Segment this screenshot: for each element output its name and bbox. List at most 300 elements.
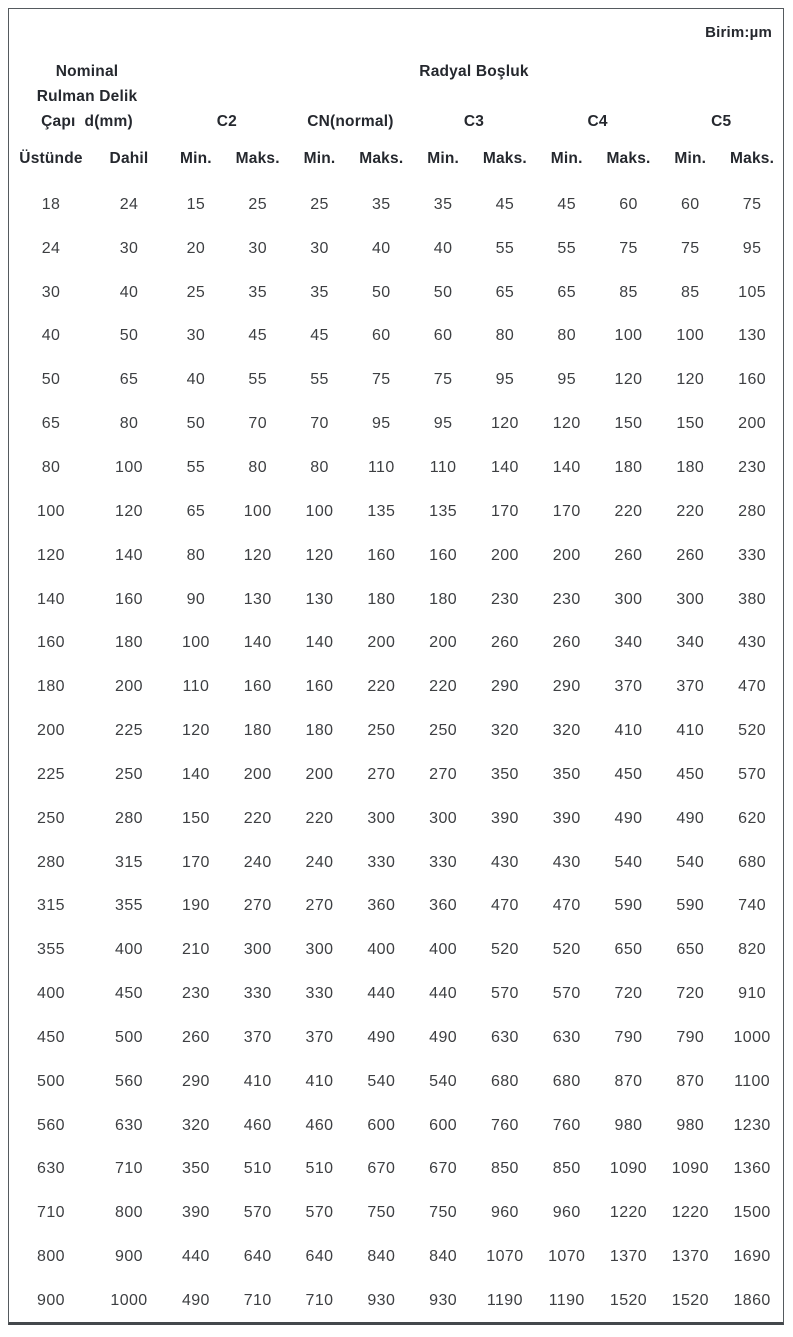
table-cell: 170 — [490, 502, 519, 520]
table-row — [9, 227, 783, 271]
table-row — [9, 490, 783, 534]
table-cell: 430 — [552, 853, 581, 871]
table-row — [9, 1148, 783, 1192]
table-cell: 300 — [305, 941, 334, 959]
table-row — [9, 1016, 783, 1060]
table-cell: 65 — [186, 502, 206, 520]
col-group-c3: C3 — [463, 113, 485, 130]
table-cell: 270 — [243, 897, 272, 915]
table-cell: 355 — [115, 897, 143, 915]
table-cell: 490 — [367, 1028, 396, 1046]
table-cell: 620 — [738, 809, 767, 827]
table-cell: 1220 — [609, 1204, 648, 1222]
table-cell: 40 — [372, 239, 391, 257]
table-cell: 820 — [738, 941, 767, 959]
table-cell: 95 — [557, 371, 576, 389]
table-cell: 110 — [429, 458, 457, 476]
table-cell: 35 — [310, 283, 329, 301]
table-cell: 630 — [552, 1028, 581, 1046]
table-cell: 150 — [181, 809, 210, 827]
table-cell: 710 — [305, 1292, 334, 1310]
table-cell: 1370 — [609, 1248, 648, 1266]
subheader-c2-min: Min. — [180, 150, 212, 167]
table-row — [9, 1104, 783, 1148]
table-cell: 680 — [490, 1072, 519, 1090]
table-cell: 290 — [181, 1072, 210, 1090]
table-cell: 1070 — [486, 1248, 524, 1266]
table-cell: 240 — [305, 853, 334, 871]
table-cell: 320 — [181, 1116, 210, 1134]
table-cell: 560 — [37, 1116, 65, 1134]
table-cell: 600 — [429, 1116, 458, 1134]
table-cell: 380 — [738, 590, 767, 608]
table-cell: 1520 — [671, 1292, 709, 1310]
table-cell: 300 — [367, 809, 396, 827]
table-cell: 400 — [115, 941, 143, 959]
subheader-dahil: Dahil — [109, 150, 149, 167]
table-cell: 1090 — [671, 1160, 709, 1178]
table-cell: 450 — [37, 1028, 65, 1046]
table-cell: 50 — [41, 371, 61, 389]
table-cell: 410 — [614, 722, 643, 740]
table-cell: 460 — [305, 1116, 334, 1134]
col-group-c2: C2 — [216, 113, 237, 130]
table-cell: 355 — [37, 941, 65, 959]
table-cell: 260 — [181, 1028, 210, 1046]
table-cell: 270 — [305, 897, 334, 915]
table-cell: 40 — [41, 327, 61, 345]
table-cell: 180 — [429, 590, 458, 608]
table-cell: 120 — [37, 546, 65, 564]
col-group-c4: C4 — [587, 113, 608, 130]
table-cell: 1360 — [733, 1160, 771, 1178]
table-cell: 200 — [243, 765, 272, 783]
table-cell: 320 — [490, 722, 519, 740]
table-cell: 630 — [37, 1160, 65, 1178]
table-row — [9, 621, 783, 665]
table-row — [9, 709, 783, 753]
table-cell: 840 — [429, 1248, 458, 1266]
table-cell: 300 — [676, 590, 705, 608]
table-cell: 315 — [37, 897, 65, 915]
table-cell: 400 — [429, 941, 458, 959]
table-cell: 200 — [115, 678, 143, 696]
table-cell: 850 — [490, 1160, 519, 1178]
table-cell: 65 — [495, 283, 515, 301]
table-cell: 130 — [243, 590, 272, 608]
table-cell: 790 — [676, 1028, 705, 1046]
table-cell: 135 — [367, 502, 396, 520]
table-cell: 710 — [115, 1160, 143, 1178]
table-cell: 1230 — [733, 1116, 771, 1134]
table-cell: 500 — [37, 1072, 65, 1090]
table-cell: 320 — [552, 722, 581, 740]
table-cell: 520 — [552, 941, 581, 959]
table-cell: 750 — [367, 1204, 396, 1222]
table-cell: 340 — [676, 634, 705, 652]
table-cell: 790 — [614, 1028, 643, 1046]
table-cell: 200 — [367, 634, 396, 652]
table-cell: 100 — [614, 327, 643, 345]
table-cell: 100 — [243, 502, 272, 520]
table-cell: 930 — [429, 1292, 458, 1310]
table-cell: 570 — [738, 765, 767, 783]
table-cell: 800 — [115, 1204, 143, 1222]
table-row — [9, 972, 783, 1016]
unit-label: Birim:µm — [705, 24, 772, 41]
table-cell: 60 — [619, 195, 638, 213]
table-cell: 140 — [115, 546, 143, 564]
table-cell: 260 — [552, 634, 581, 652]
table-cell: 90 — [186, 590, 206, 608]
table-row — [9, 446, 783, 490]
table-cell: 120 — [490, 415, 519, 433]
table-cell: 120 — [115, 502, 143, 520]
table-cell: 160 — [243, 678, 272, 696]
table-cell: 35 — [433, 195, 453, 213]
table-cell: 440 — [181, 1248, 210, 1266]
table-cell: 560 — [115, 1072, 143, 1090]
table-cell: 160 — [37, 634, 65, 652]
table-cell: 80 — [310, 458, 329, 476]
subheader-c5-maks: Maks. — [730, 150, 775, 167]
table-cell: 350 — [552, 765, 581, 783]
table-cell: 25 — [186, 283, 206, 301]
subheader-c5-min: Min. — [674, 150, 707, 167]
table-cell: 1070 — [548, 1248, 586, 1266]
table-cell: 590 — [614, 897, 643, 915]
table-cell: 230 — [181, 985, 210, 1003]
table-cell: 470 — [552, 897, 581, 915]
table-cell: 75 — [433, 371, 453, 389]
subheader-cn-maks: Maks. — [359, 150, 404, 167]
subheader-ustunde: Üstünde — [19, 150, 83, 167]
table-cell: 260 — [490, 634, 519, 652]
table-cell: 370 — [676, 678, 705, 696]
table-cell: 250 — [367, 722, 396, 740]
table-cell: 370 — [614, 678, 643, 696]
table-cell: 1520 — [609, 1292, 648, 1310]
table-cell: 330 — [243, 985, 272, 1003]
table-cell: 220 — [614, 502, 643, 520]
table-cell: 100 — [181, 634, 210, 652]
table-cell: 65 — [119, 371, 139, 389]
table-cell: 140 — [490, 458, 519, 476]
table-cell: 200 — [305, 765, 334, 783]
table-cell: 60 — [680, 195, 700, 213]
table-cell: 1190 — [486, 1292, 523, 1310]
table-frame — [8, 8, 784, 1325]
table-cell: 220 — [429, 678, 458, 696]
table-cell: 230 — [490, 590, 519, 608]
table-cell: 1000 — [733, 1028, 771, 1046]
table-cell: 450 — [115, 985, 143, 1003]
table-cell: 470 — [490, 897, 519, 915]
table-cell: 180 — [37, 678, 65, 696]
table-cell: 150 — [676, 415, 705, 433]
table-header — [9, 59, 783, 183]
table-cell: 30 — [119, 239, 139, 257]
table-cell: 350 — [490, 765, 519, 783]
table-cell: 440 — [367, 985, 396, 1003]
table-cell: 45 — [495, 195, 515, 213]
table-cell: 180 — [614, 458, 643, 476]
table-cell: 760 — [552, 1116, 581, 1134]
table-cell: 80 — [41, 458, 61, 476]
table-cell: 250 — [37, 809, 65, 827]
table-cell: 140 — [305, 634, 334, 652]
table-cell: 960 — [552, 1204, 581, 1222]
table-cell: 680 — [552, 1072, 581, 1090]
table-cell: 230 — [738, 458, 767, 476]
table-cell: 540 — [429, 1072, 458, 1090]
table-cell: 160 — [429, 546, 458, 564]
table-cell: 330 — [367, 853, 396, 871]
table-cell: 440 — [429, 985, 458, 1003]
table-cell: 540 — [367, 1072, 396, 1090]
table-cell: 180 — [115, 634, 143, 652]
table-row — [9, 1060, 783, 1104]
table-cell: 650 — [676, 941, 705, 959]
table-cell: 80 — [495, 327, 515, 345]
table-row — [9, 358, 783, 402]
table-cell: 190 — [181, 897, 210, 915]
table-cell: 590 — [676, 897, 705, 915]
subheader-c4-maks: Maks. — [606, 150, 651, 167]
table-cell: 65 — [41, 415, 61, 433]
table-cell: 80 — [119, 415, 139, 433]
table-cell: 200 — [738, 415, 767, 433]
bore-diameter-title-line2: Rulman Delik — [36, 88, 138, 105]
table-cell: 390 — [490, 809, 519, 827]
table-row — [9, 271, 783, 315]
table-cell: 220 — [676, 502, 705, 520]
table-cell: 1860 — [733, 1292, 771, 1310]
table-cell: 470 — [738, 678, 767, 696]
table-cell: 70 — [248, 415, 268, 433]
table-cell: 330 — [738, 546, 767, 564]
table-cell: 120 — [305, 546, 334, 564]
table-cell: 60 — [372, 327, 391, 345]
table-cell: 500 — [115, 1028, 143, 1046]
table-cell: 130 — [305, 590, 334, 608]
table-cell: 400 — [37, 985, 65, 1003]
table-cell: 30 — [310, 239, 329, 257]
table-cell: 520 — [490, 941, 519, 959]
table-cell: 740 — [738, 897, 767, 915]
table-cell: 630 — [115, 1116, 143, 1134]
table-cell: 130 — [738, 327, 767, 345]
table-cell: 100 — [115, 458, 143, 476]
table-cell: 200 — [490, 546, 519, 564]
table-cell: 300 — [243, 941, 272, 959]
table-cell: 510 — [305, 1160, 334, 1178]
table-cell: 260 — [614, 546, 643, 564]
table-cell: 490 — [676, 809, 705, 827]
table-cell: 510 — [243, 1160, 272, 1178]
bore-diameter-title-line1: Nominal — [55, 63, 119, 80]
table-cell: 170 — [181, 853, 210, 871]
table-cell: 230 — [552, 590, 581, 608]
table-cell: 570 — [305, 1204, 334, 1222]
table-cell: 400 — [367, 941, 396, 959]
table-cell: 1000 — [110, 1292, 148, 1310]
table-cell: 75 — [372, 371, 391, 389]
table-cell: 100 — [676, 327, 705, 345]
table-cell: 1090 — [609, 1160, 648, 1178]
table-cell: 710 — [37, 1204, 65, 1222]
table-cell: 980 — [676, 1116, 705, 1134]
table-cell: 120 — [552, 415, 581, 433]
table-cell: 140 — [243, 634, 272, 652]
table-cell: 80 — [557, 327, 576, 345]
table-cell: 24 — [41, 239, 61, 257]
table-cell: 840 — [367, 1248, 396, 1266]
table-cell: 250 — [429, 722, 458, 740]
table-cell: 170 — [552, 502, 581, 520]
table-cell: 300 — [429, 809, 458, 827]
table-cell: 640 — [305, 1248, 334, 1266]
table-row — [9, 1279, 783, 1323]
table-cell: 135 — [429, 502, 458, 520]
table-cell: 650 — [614, 941, 643, 959]
table-row — [9, 578, 783, 622]
table-cell: 95 — [433, 415, 453, 433]
table-cell: 280 — [738, 502, 767, 520]
table-cell: 60 — [433, 327, 453, 345]
header-spacer — [165, 85, 783, 109]
table-cell: 120 — [614, 371, 643, 389]
table-cell: 540 — [676, 853, 705, 871]
table-cell: 900 — [37, 1292, 65, 1310]
table-row — [9, 753, 783, 797]
table-cell: 200 — [429, 634, 458, 652]
table-cell: 160 — [367, 546, 396, 564]
table-cell: 50 — [119, 327, 139, 345]
table-cell: 430 — [738, 634, 767, 652]
table-cell: 490 — [429, 1028, 458, 1046]
table-cell: 760 — [490, 1116, 519, 1134]
table-cell: 220 — [367, 678, 396, 696]
table-cell: 630 — [490, 1028, 519, 1046]
subheader-c4-min: Min. — [550, 150, 583, 167]
table-cell: 200 — [37, 722, 65, 740]
table-cell: 260 — [676, 546, 705, 564]
subheader-c2-maks: Maks. — [235, 150, 280, 167]
table-cell: 1500 — [733, 1204, 771, 1222]
table-row — [9, 841, 783, 885]
table-cell: 20 — [186, 239, 206, 257]
table-cell: 30 — [248, 239, 268, 257]
table-cell: 100 — [305, 502, 334, 520]
table-cell: 490 — [614, 809, 643, 827]
table-cell: 55 — [186, 458, 206, 476]
table-cell: 140 — [181, 765, 210, 783]
table-row — [9, 1191, 783, 1235]
table-cell: 40 — [119, 283, 139, 301]
table-cell: 55 — [310, 371, 329, 389]
table-row — [9, 928, 783, 972]
table-cell: 390 — [552, 809, 581, 827]
table-cell: 210 — [181, 941, 210, 959]
table-cell: 40 — [186, 371, 206, 389]
table-cell: 540 — [614, 853, 643, 871]
table-cell: 80 — [248, 458, 268, 476]
table-cell: 670 — [429, 1160, 458, 1178]
table-row — [9, 183, 783, 227]
table-cell: 75 — [619, 239, 638, 257]
table-cell: 55 — [248, 371, 268, 389]
table-cell: 430 — [490, 853, 519, 871]
table-cell: 410 — [243, 1072, 272, 1090]
radial-clearance-title: Radyal Boşluk — [419, 63, 529, 80]
table-row — [9, 797, 783, 841]
table-cell: 45 — [248, 327, 268, 345]
table-cell: 160 — [738, 371, 767, 389]
table-cell: 370 — [305, 1028, 334, 1046]
table-cell: 30 — [41, 283, 61, 301]
table-cell: 640 — [243, 1248, 272, 1266]
table-cell: 280 — [37, 853, 65, 871]
table-cell: 750 — [429, 1204, 458, 1222]
table-cell: 270 — [429, 765, 458, 783]
table-cell: 980 — [614, 1116, 643, 1134]
table-cell: 120 — [676, 371, 705, 389]
table-cell: 390 — [181, 1204, 210, 1222]
table-cell: 225 — [115, 722, 143, 740]
table-cell: 490 — [181, 1292, 210, 1310]
table-cell: 720 — [614, 985, 643, 1003]
table-cell: 360 — [367, 897, 396, 915]
table-body — [9, 183, 783, 1323]
table-cell: 270 — [367, 765, 396, 783]
table-row — [9, 1235, 783, 1279]
table-cell: 120 — [181, 722, 210, 740]
table-row — [9, 402, 783, 446]
table-cell: 280 — [115, 809, 143, 827]
table-cell: 15 — [186, 195, 206, 213]
table-cell: 85 — [680, 283, 700, 301]
table-cell: 50 — [186, 415, 206, 433]
table-row — [9, 885, 783, 929]
table-cell: 140 — [552, 458, 581, 476]
table-cell: 1690 — [733, 1248, 771, 1266]
table-cell: 900 — [115, 1248, 143, 1266]
table-cell: 330 — [305, 985, 334, 1003]
table-row — [9, 534, 783, 578]
table-cell: 1370 — [671, 1248, 709, 1266]
table-cell: 240 — [243, 853, 272, 871]
table-cell: 110 — [182, 678, 210, 696]
bore-diameter-title-line3: Çapı d(mm) — [41, 113, 133, 130]
table-cell: 180 — [305, 722, 334, 740]
table-cell: 50 — [372, 283, 391, 301]
table-cell: 35 — [372, 195, 391, 213]
table-cell: 360 — [429, 897, 458, 915]
table-cell: 330 — [429, 853, 458, 871]
table-cell: 870 — [676, 1072, 705, 1090]
table-cell: 160 — [305, 678, 334, 696]
table-cell: 220 — [243, 809, 272, 827]
table-cell: 570 — [243, 1204, 272, 1222]
table-cell: 200 — [552, 546, 581, 564]
subheader-c3-maks: Maks. — [482, 150, 527, 167]
table-cell: 960 — [490, 1204, 519, 1222]
table-cell: 570 — [552, 985, 581, 1003]
table-cell: 850 — [552, 1160, 581, 1178]
table-cell: 95 — [372, 415, 391, 433]
table-cell: 110 — [367, 458, 395, 476]
